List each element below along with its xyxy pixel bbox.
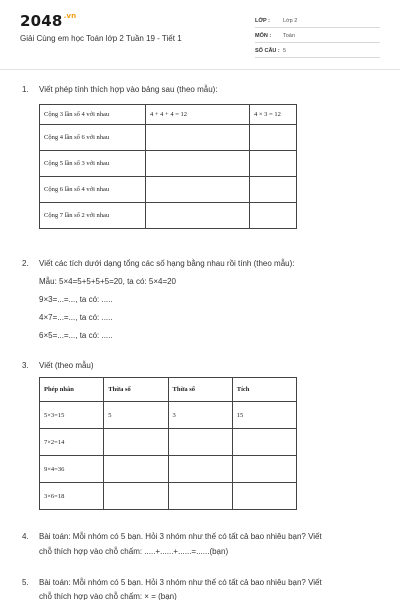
table-row: 7×2=14 (40, 429, 297, 456)
q3-table (39, 377, 297, 510)
table-row: 9×4=36 (40, 456, 297, 483)
page-header (0, 0, 400, 70)
meta-subject: MÔN : Toán (255, 29, 380, 43)
table-row: Cộng 6 lần số 4 với nhau (40, 177, 297, 203)
meta-question-count: SỐ CÂU : 5 (255, 44, 380, 58)
q2-line: 6×5=...=..., ta có: ..... (39, 331, 113, 340)
q4-answer-line: chỗ thích hợp vào chỗ chấm: .....+......+......=......(bạn) (39, 547, 229, 556)
q2-example: Mẫu: 5×4=5+5+5+5=20, ta có: 5×4=20 (39, 277, 177, 286)
document-title: Giải Cùng em học Toán lớp 2 Tuần 19 - Tiết 1 (20, 34, 182, 43)
site-logo[interactable]: $2048^{.vn}$ (20, 12, 77, 30)
table-row: Cộng 5 lần số 3 với nhau (40, 151, 297, 177)
q2-line: 9×3=...=..., ta có: ..... (39, 295, 113, 304)
table-row: Cộng 7 lần số 2 với nhau (40, 203, 297, 229)
table-row: Cộng 4 lần số 6 với nhau (40, 125, 297, 151)
table-row: 5×3=15 5 3 15 (40, 402, 297, 429)
table-header-row: Phép nhân Thừa số Thừa số Tích (40, 378, 297, 402)
meta-grade: LỚP : Lớp 2 (255, 14, 380, 28)
table-row: Cộng 3 lần số 4 với nhau 4 + 4 + 4 = 12 4 × 3 = 12 (40, 105, 297, 125)
q5-answer-line: chỗ thích hợp vào chỗ chấm: × = (bạn) (39, 592, 177, 600)
q1-table (39, 104, 297, 229)
table-row: 3×6=18 (40, 483, 297, 510)
q2-line: 4×7=...=..., ta có: ..... (39, 313, 113, 322)
